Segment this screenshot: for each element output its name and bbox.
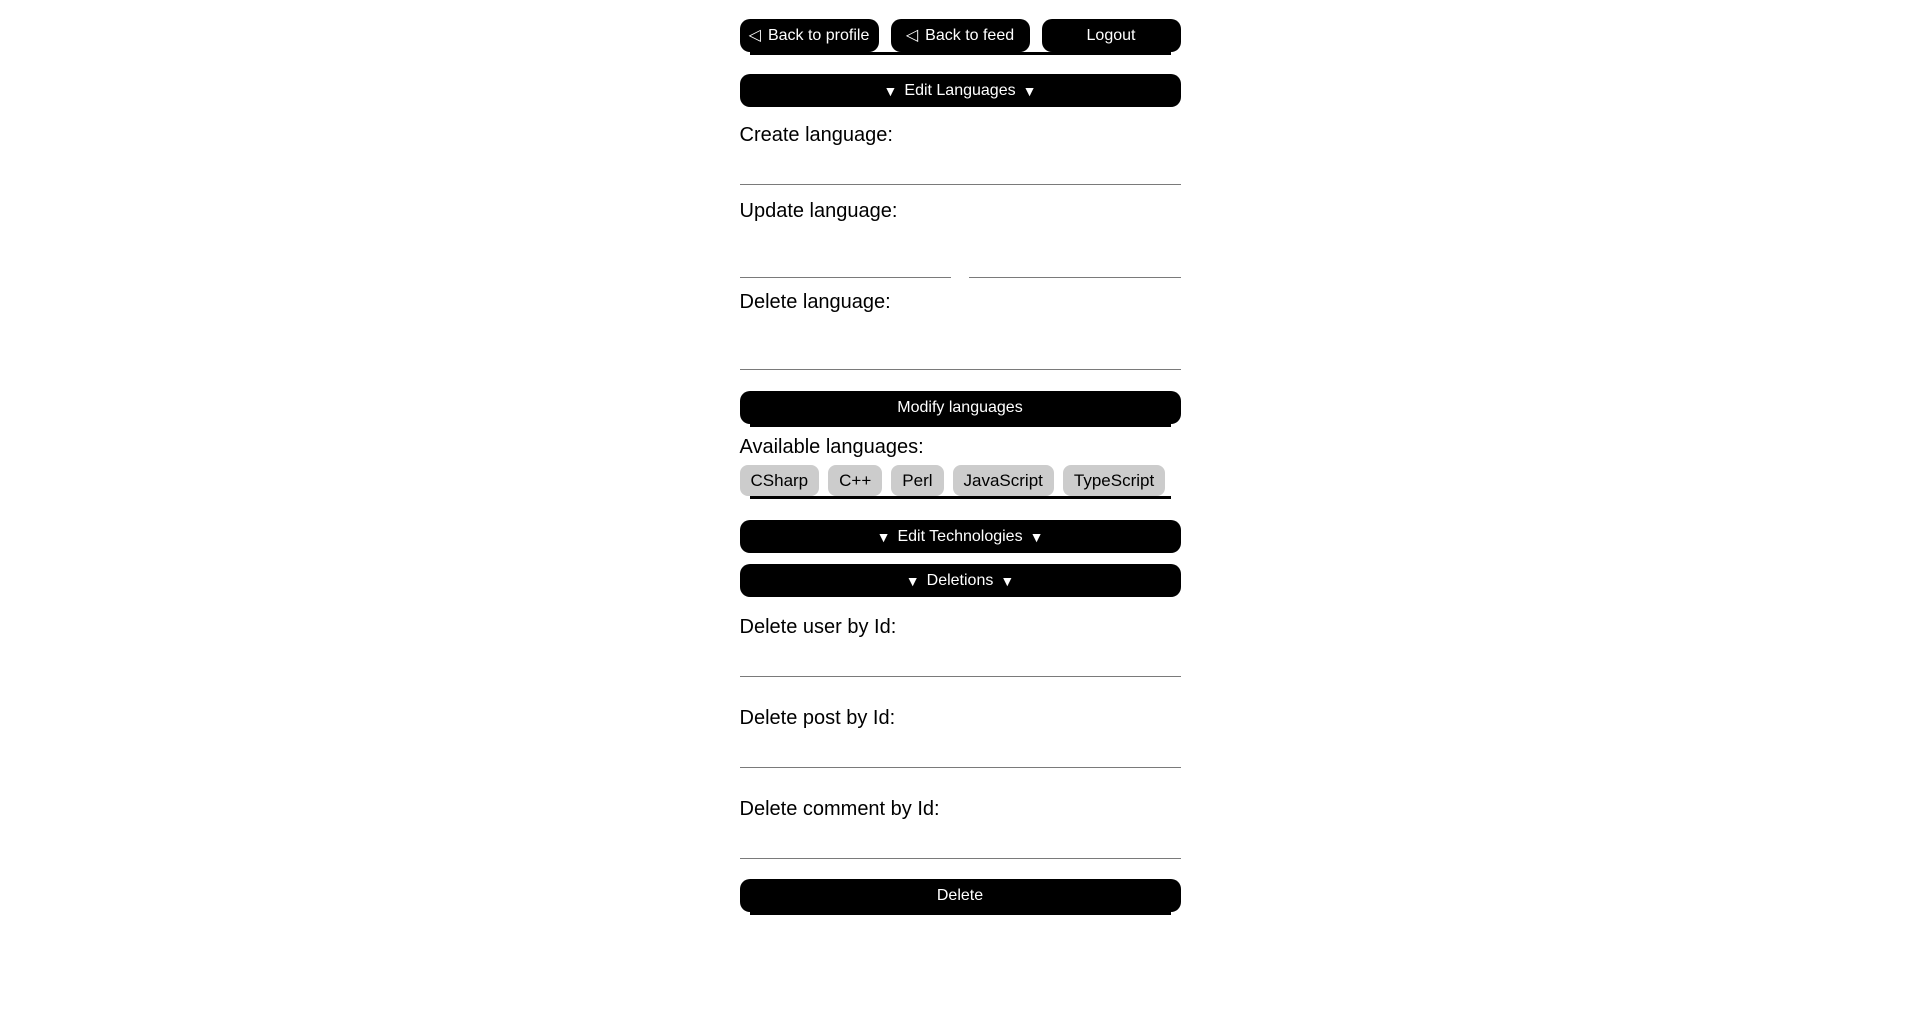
- delete-button-label: Delete: [936, 886, 984, 904]
- delete-button[interactable]: [740, 879, 1181, 912]
- available-languages-label: Available languages:: [739, 436, 924, 458]
- language-tag: JavaScript: [953, 465, 1054, 496]
- deletions-label: Deletions: [926, 571, 994, 589]
- delete-post-label: Delete post by Id:: [739, 707, 896, 729]
- deletions-toggle[interactable]: [740, 564, 1181, 597]
- update-language-input-right[interactable]: [969, 223, 1181, 278]
- back-icon: ◁: [748, 26, 761, 44]
- admin-panel: [740, 0, 1181, 915]
- logout-button[interactable]: [1042, 19, 1181, 52]
- chevron-down-icon: ▼: [876, 528, 891, 545]
- create-language-label: Create language:: [739, 124, 893, 146]
- delete-comment-label: Delete comment by Id:: [739, 798, 940, 820]
- back-to-feed-button[interactable]: [891, 19, 1030, 52]
- modify-languages-button[interactable]: [740, 391, 1181, 424]
- language-tag: Perl: [891, 465, 943, 496]
- delete-post-id-input[interactable]: [740, 730, 1181, 768]
- section-divider: [750, 424, 1171, 427]
- back-icon: ◁: [905, 26, 919, 44]
- delete-user-label: Delete user by Id:: [739, 616, 897, 638]
- chevron-down-icon: ▼: [1000, 572, 1015, 589]
- update-language-label: Update language:: [739, 200, 898, 222]
- chevron-down-icon: ▼: [883, 82, 898, 99]
- back-to-profile-button[interactable]: [740, 19, 879, 52]
- logout-label: Logout: [1086, 26, 1136, 44]
- modify-languages-label: Modify languages: [897, 398, 1023, 416]
- delete-language-input[interactable]: [740, 314, 1181, 370]
- language-tag: CSharp: [740, 465, 820, 496]
- section-divider: [750, 912, 1171, 915]
- delete-comment-id-input[interactable]: [740, 821, 1181, 859]
- language-tag: TypeScript: [1063, 465, 1165, 496]
- edit-languages-label: Edit Languages: [904, 81, 1016, 99]
- section-divider: [750, 52, 1171, 55]
- back-to-feed-label: Back to feed: [925, 26, 1015, 44]
- edit-languages-toggle[interactable]: [740, 74, 1181, 107]
- language-tag: C++: [828, 465, 882, 496]
- chevron-down-icon: ▼: [1022, 82, 1037, 99]
- chevron-down-icon: ▼: [905, 572, 920, 589]
- available-languages-list: [740, 465, 1181, 496]
- delete-user-id-input[interactable]: [740, 639, 1181, 677]
- top-nav: [740, 19, 1181, 52]
- chevron-down-icon: ▼: [1029, 528, 1044, 545]
- section-divider: [750, 496, 1171, 499]
- edit-technologies-label: Edit Technologies: [897, 527, 1023, 545]
- create-language-input[interactable]: [740, 147, 1181, 185]
- update-language-row: [740, 223, 1181, 278]
- back-to-profile-label: Back to profile: [767, 26, 870, 44]
- update-language-input-left[interactable]: [740, 223, 952, 278]
- edit-technologies-toggle[interactable]: [740, 520, 1181, 553]
- delete-language-label: Delete language:: [739, 291, 891, 313]
